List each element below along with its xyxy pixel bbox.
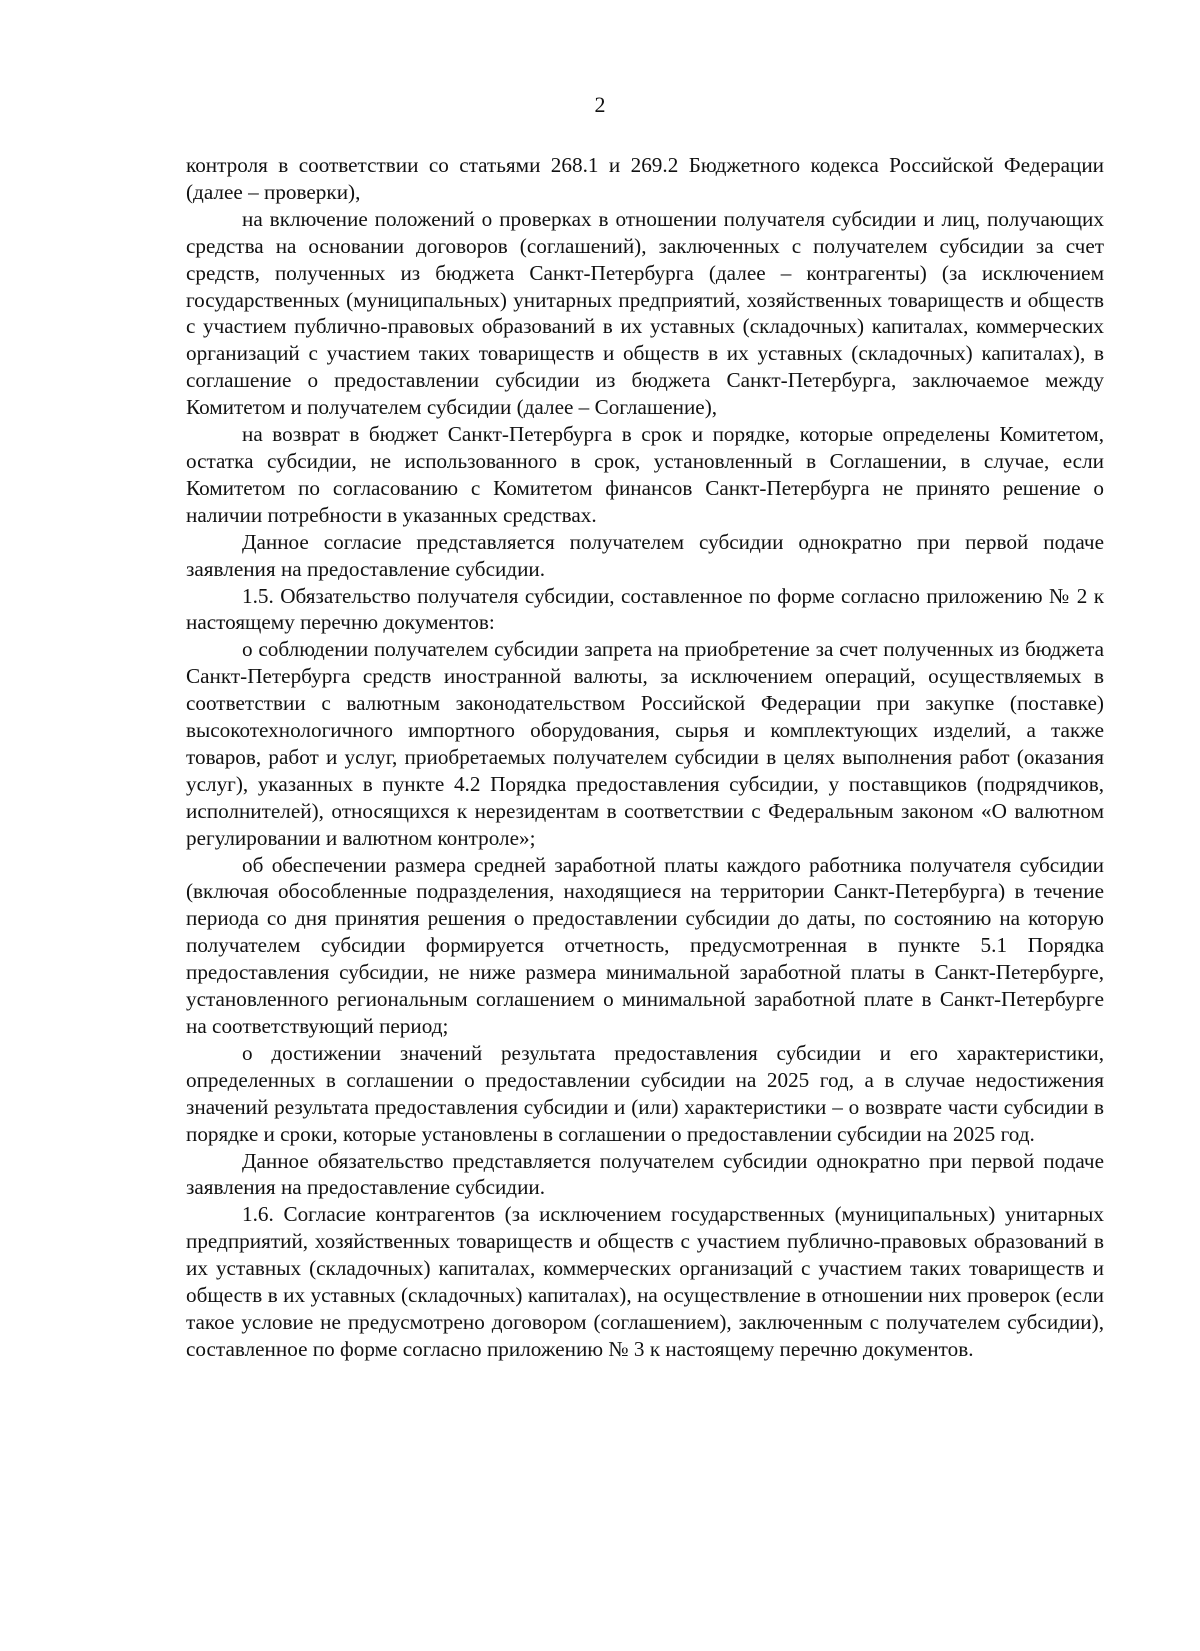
paragraph-result-obligation: о достижении значений результата предоставления субсидии и его характеристики, определенных в соглашении о предоставлении субсидии на 2025 год, а в случае недостижения значений результата предоставления субсидии и (или) характеристики – о возврате части субсидии в порядке и сроки, которые установлены в соглашении о предоставлении субсидии на 2025 год. — [186, 1040, 1104, 1146]
paragraph-inspections-clause: на включение положений о проверках в отношении получателя субсидии и лиц, получающих средства на основании договоров (соглашений), заключенных с получателем субсидии за счет средств, полученных из бюджета Санкт-Петербурга (далее – контрагенты) (за исключением государственных (муниципальных) унитарных предприятий, хозяйственных товариществ и обществ с участием публично-правовых образований в их уставных (складочных) капиталах, коммерческих организаций с участием таких товариществ и обществ в их уставных (складочных) капиталах), в соглашение о предоставлении субсидии из бюджета Санкт-Петербурга, заключаемое между Комитетом и получателем субсидии (далее – Соглашение), — [186, 206, 1104, 420]
document-body — [186, 152, 1104, 1363]
paragraph-obligation-note: Данное обязательство представляется получателем субсидии однократно при первой подаче заявления на предоставление субсидии. — [186, 1148, 1104, 1200]
paragraph-currency-ban: о соблюдении получателем субсидии запрета на приобретение за счет полученных из бюджета Санкт-Петербурга средств иностранной валюты, за исключением операций, осуществляемых в соответствии с валютным законодательством Российской Федерации при закупке (поставке) высокотехнологичного импортного оборудования, сырья и комплектующих изделий, а также товаров, работ и услуг, приобретаемых получателем субсидии в целях выполнения работ (оказания услуг), указанных в пункте 4.2 Порядка предоставления субсидии, у поставщиков (подрядчиков, исполнителей), относящихся к нерезидентам в соответствии с Федеральным законом «О валютном регулировании и валютном контроле»; — [186, 637, 1104, 850]
paragraph-wage-obligation: об обеспечении размера средней заработной платы каждого работника получателя субсидии (включая обособленные подразделения, находящиеся на территории Санкт-Петербурга) в течение периода со дня принятия решения о предоставлении субсидии до даты, по состоянию на которую получателем субсидии формируется отчетность, предусмотренная в пункте 5.1 Порядка предоставления субсидии, не ниже размера минимальной заработной платы в Санкт-Петербурге, установленного региональным соглашением о минимальной заработной плате в Санкт-Петербурге на соответствующий период; — [186, 852, 1104, 1038]
paragraph-item-1-5: 1.5. Обязательство получателя субсидии, составленное по форме согласно приложению № 2 к настоящему перечню документов: — [186, 583, 1104, 635]
paragraph-continuation: контроля в соответствии со статьями 268.1 и 269.2 Бюджетного кодекса Российской Федерации (далее – проверки), — [186, 153, 1104, 204]
paragraph-return-clause: на возврат в бюджет Санкт-Петербурга в срок и порядке, которые определены Комитетом, остатка субсидии, не использованного в срок, установленный в Соглашении, в случае, если Комитетом по согласованию с Комитетом финансов Санкт-Петербурга не принято решение о наличии потребности в указанных средствах. — [186, 422, 1104, 527]
page-number: 2 — [594, 92, 606, 117]
paragraph-consent-note: Данное согласие представляется получателем субсидии однократно при первой подаче заявления на предоставление субсидии. — [186, 529, 1104, 581]
paragraph-item-1-6: 1.6. Согласие контрагентов (за исключением государственных (муниципальных) унитарных предприятий, хозяйственных товариществ и обществ с участием публично-правовых образований в их уставных (складочных) капиталах, коммерческих организаций с участием таких товариществ и обществ в их уставных (складочных) капиталах), на осуществление в отношении них проверок (если такое условие не предусмотрено договором (соглашением), заключенным с получателем субсидии), составленное по форме согласно приложению № 3 к настоящему перечню документов. — [186, 1202, 1104, 1361]
